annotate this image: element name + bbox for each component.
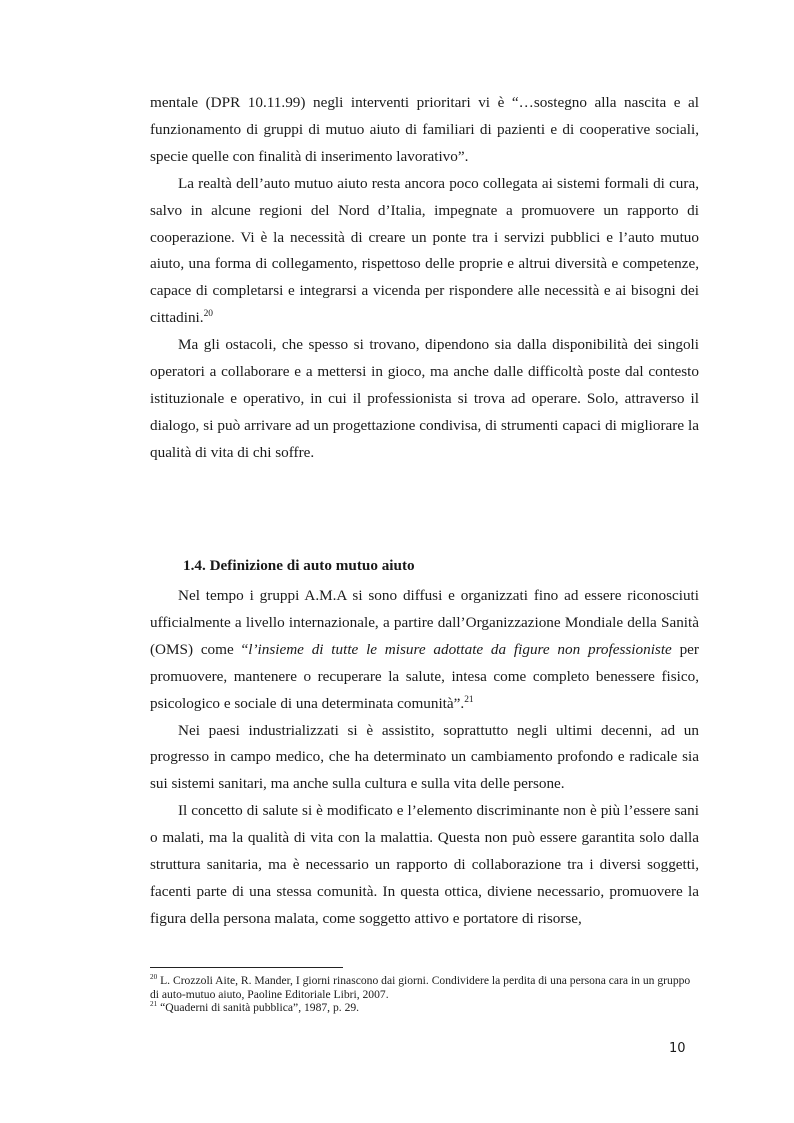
footnote-20: $^{20}$ L. Crozzoli Aite, R. Mander, I giorni rinascono dai giorni. Condividere la perdita di una persona cara in un gruppo di auto-mutuo aiuto, Paoline Editoriale Libri, 2007. [150,973,691,1001]
footnote-21: $^{21}$ “Quaderni di sanità pubblica”, 1987, p. 29. [150,1000,360,1014]
footnote-separator [150,967,343,968]
paragraph-health-concept: Il concetto di salute si è modificato e l’elemento discriminante non è più l’essere sani o malati, ma la qualità di vita con la malattia. Questa non può essere garantita solo dalla struttura sanitaria, ma è necessario un rapporto di collaborazione tra i diversi soggetti, facenti parte di una stessa comunità. In questa ottica, diviene necessario, promuovere la figura della persona malata, come soggetto attivo e portatore di risorse, [150,802,699,927]
section-heading: 1.4. Definizione di auto mutuo aiuto [183,557,415,574]
paragraph-oms-definition: Nel tempo i gruppi A.M.A si sono diffusi e organizzati fino ad essere riconosciuti ufficialmente a livello internazionale, a partire dall’Organizzazione Mondiale della Sanità (OMS) come “l’insieme di tutte le misure adottate da figure non professioniste per promuovere, mantenere o recuperare la salute, intesa come completo benessere fisico, psicologico e sociale di una determinata comunità”.$^{21}$ [150,587,699,712]
footnote-ref-21: 21 [464,694,474,705]
top-paragraphs [150,90,699,467]
paragraph-self-help-integration: La realtà dell’auto mutuo aiuto resta ancora poco collegata ai sistemi formali di cura, salvo in alcune regioni del Nord d’Italia, impegnate a promuovere un rapporto di cooperazione. Vi è la necessità di creare un ponte tra i servizi pubblici e l’auto mutuo aiuto, una forma di collegamento, rispettoso delle proprie e altrui diversità e competenze, capace di completarsi e integrarsi a vicenda per rispondere alle necessità e ai bisogni dei cittadini.$^{20}$ [150,174,699,327]
paragraph-industrialized-countries: Nei paesi industrializzati si è assistito, soprattutto negli ultimi decenni, ad un progresso in campo medico, che ha determinato un cambiamento profondo e radicale sia sui sistemi sanitari, ma anche sulla cultura e sulla vita delle persone. [150,721,699,793]
section-paragraphs [150,583,699,933]
footnotes [150,974,699,1015]
paragraph-obstacles: Ma gli ostacoli, che spesso si trovano, dipendono sia dalla disponibilità dei singoli operatori a collaborare e a mettersi in gioco, ma anche dalle difficoltà poste dal contesto istituzionale e operativo, in cui il professionista si trova ad operare. Solo, attraverso il dialogo, si può arrivare ad un progettazione condivisa, di strumenti capaci di migliorare la qualità di vita di chi soffre. [150,336,699,461]
paragraph-continuation: mentale (DPR 10.11.99) negli interventi prioritari vi è “…sostegno alla nascita e al funzionamento di gruppi di mutuo aiuto di familiari di pazienti e di cooperative sociali, specie quelle con finalità di inserimento lavorativo”. [150,94,699,165]
oms-quote-italic: l’insieme di tutte le misure adottate da figure non professioniste [248,640,672,658]
footnote-ref-20: 20 [203,309,213,320]
page-number: 10 [669,1041,686,1056]
